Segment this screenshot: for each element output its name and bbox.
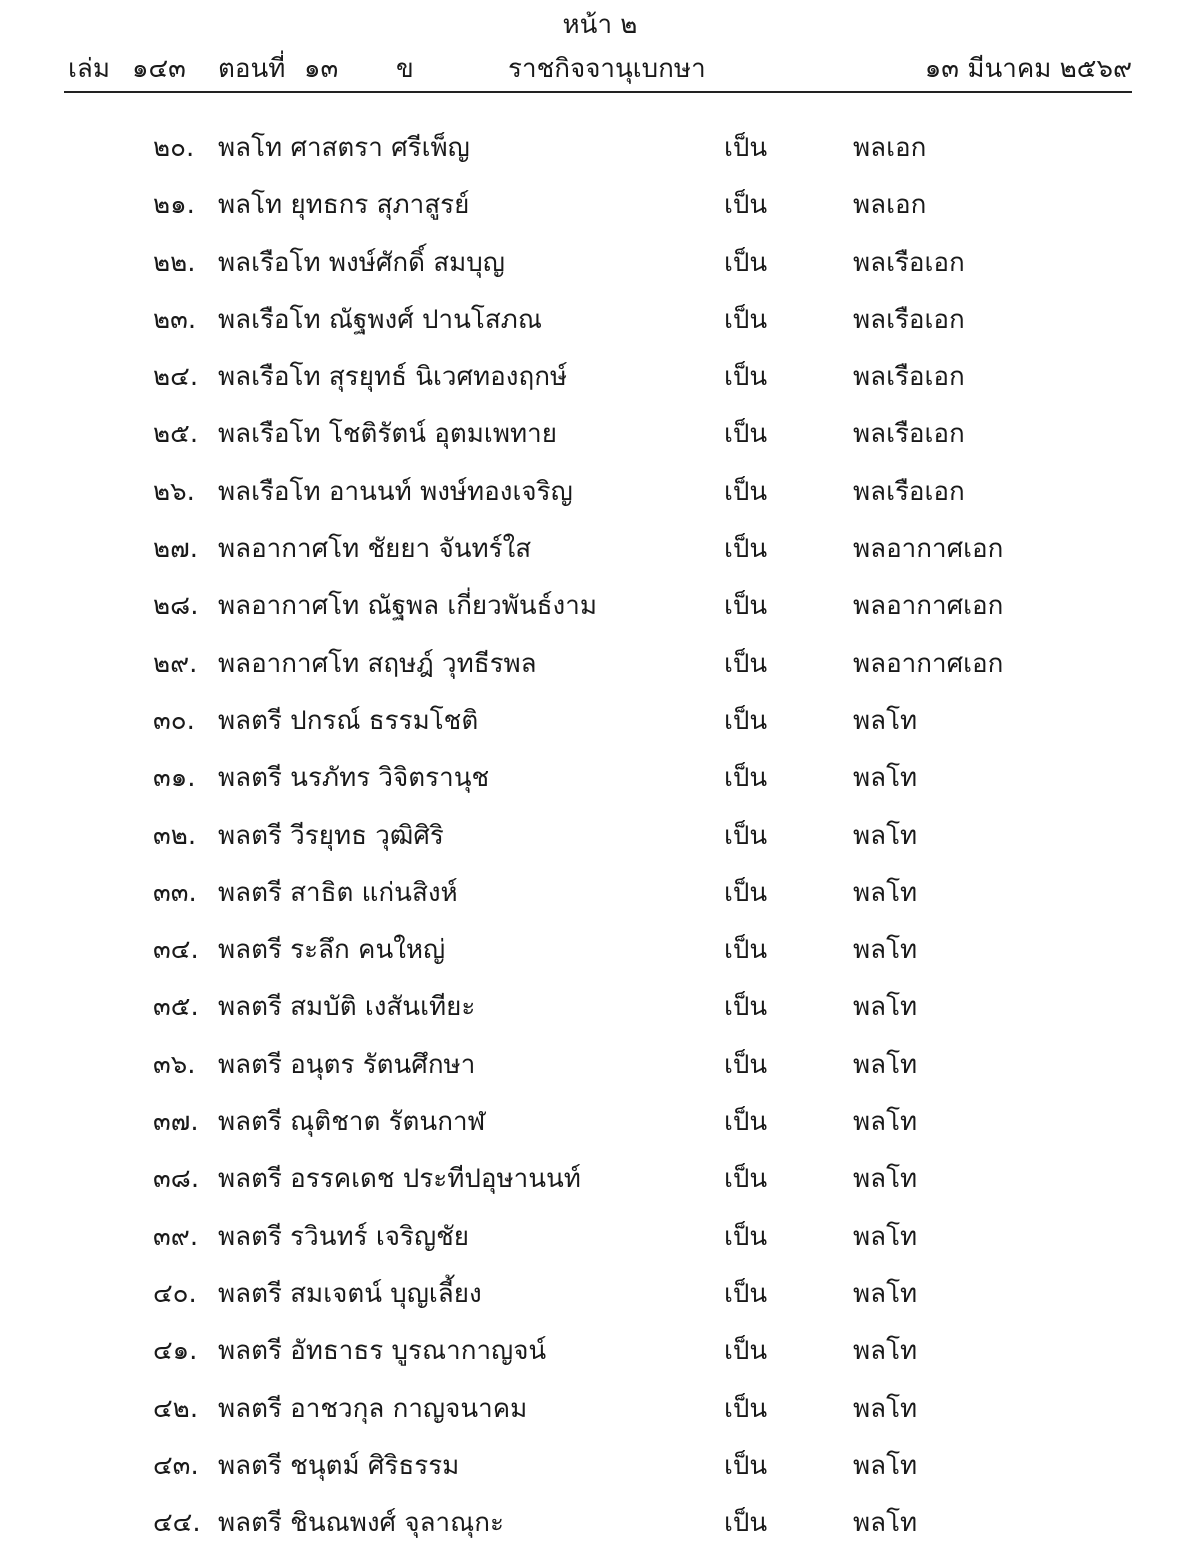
officer-name: พลตรี สมเจตน์ บุญเลี้ยง bbox=[218, 1278, 482, 1309]
gazette-name: ราชกิจจานุเบกษา bbox=[508, 54, 706, 84]
promotion-verb: เป็น bbox=[724, 1049, 768, 1080]
list-item bbox=[0, 464, 1200, 521]
officer-name: พลตรี ชนุตม์ ศิริธรรม bbox=[218, 1450, 460, 1481]
list-item bbox=[0, 578, 1200, 635]
new-rank: พลโท bbox=[853, 1450, 918, 1481]
entry-number: ๒๖. bbox=[153, 476, 195, 507]
list-item bbox=[0, 1037, 1200, 1094]
promotion-verb: เป็น bbox=[724, 820, 768, 851]
promotion-verb: เป็น bbox=[724, 304, 768, 335]
list-item bbox=[0, 979, 1200, 1036]
entry-number: ๓๓. bbox=[153, 877, 197, 908]
officer-name: พลตรี ชินณพงศ์ จุลาณุกะ bbox=[218, 1508, 504, 1539]
officer-name: พลเรือโท ณัฐพงศ์ ปานโสภณ bbox=[218, 304, 542, 335]
list-item bbox=[0, 865, 1200, 922]
entry-number: ๒๔. bbox=[153, 362, 199, 393]
officer-name: พลอากาศโท ณัฐพล เกี่ยวพันธ์งาม bbox=[218, 591, 597, 622]
list-item bbox=[0, 1438, 1200, 1495]
officer-name: พลตรี วีรยุทธ วุฒิศิริ bbox=[218, 820, 444, 851]
new-rank: พลโท bbox=[853, 1049, 918, 1080]
promotion-verb: เป็น bbox=[724, 648, 768, 679]
header-divider bbox=[64, 91, 1132, 93]
promotion-verb: เป็น bbox=[724, 133, 768, 163]
promotion-verb: เป็น bbox=[724, 992, 768, 1023]
promotion-verb: เป็น bbox=[724, 1221, 768, 1252]
promotion-verb: เป็น bbox=[724, 534, 768, 565]
entry-number: ๒๗. bbox=[153, 534, 198, 565]
officer-name: พลตรี ปกรณ์ ธรรมโชติ bbox=[218, 705, 479, 736]
promotion-verb: เป็น bbox=[724, 705, 768, 736]
volume-label: เล่ม bbox=[68, 54, 110, 84]
entry-number: ๓๙. bbox=[153, 1221, 199, 1252]
promotion-verb: เป็น bbox=[724, 1278, 768, 1309]
officer-name: พลโท ยุทธกร สุภาสูรย์ bbox=[218, 190, 470, 221]
officer-name: พลอากาศโท ชัยยา จันทร์ใส bbox=[218, 534, 532, 565]
promotion-verb: เป็น bbox=[724, 247, 768, 278]
entry-number: ๒๕. bbox=[153, 419, 199, 450]
promotion-verb: เป็น bbox=[724, 362, 768, 393]
new-rank: พลโท bbox=[853, 1221, 918, 1252]
volume-number: ๑๔๓ bbox=[132, 54, 186, 84]
entry-number: ๒๒. bbox=[153, 247, 196, 278]
officer-name: พลตรี อัทธาธร บูรณากาญจน์ bbox=[218, 1336, 547, 1367]
list-item bbox=[0, 1495, 1200, 1552]
list-item bbox=[0, 922, 1200, 979]
officer-name: พลเรือโท พงษ์ศักดิ์ สมบุญ bbox=[218, 247, 505, 278]
entry-number: ๓๗. bbox=[153, 1107, 199, 1138]
entry-number: ๔๒. bbox=[153, 1393, 199, 1424]
promotion-verb: เป็น bbox=[724, 1336, 768, 1367]
list-item bbox=[0, 1209, 1200, 1266]
entry-number: ๓๐. bbox=[153, 705, 195, 736]
entry-number: ๒๑. bbox=[153, 190, 195, 221]
list-item bbox=[0, 1094, 1200, 1151]
new-rank: พลอากาศเอก bbox=[853, 534, 1004, 565]
list-item bbox=[0, 292, 1200, 349]
new-rank: พลโท bbox=[853, 1393, 918, 1424]
entry-number: ๔๓. bbox=[153, 1450, 199, 1481]
issue-label: ตอนที่ bbox=[218, 54, 286, 84]
new-rank: พลเรือเอก bbox=[853, 304, 965, 335]
officer-name: พลอากาศโท สฤษฎ์ วุทธีรพล bbox=[218, 648, 537, 679]
promotion-verb: เป็น bbox=[724, 1393, 768, 1424]
promotion-verb: เป็น bbox=[724, 1107, 768, 1138]
officer-name: พลเรือโท สุรยุทธ์ นิเวศทองฤกษ์ bbox=[218, 362, 568, 393]
list-item bbox=[0, 750, 1200, 807]
entry-number: ๒๐. bbox=[153, 133, 195, 163]
officer-name: พลตรี รวินทร์ เจริญชัย bbox=[218, 1221, 470, 1252]
new-rank: พลโท bbox=[853, 820, 918, 851]
new-rank: พลโท bbox=[853, 705, 918, 736]
list-item bbox=[0, 808, 1200, 865]
entry-number: ๓๑. bbox=[153, 763, 196, 794]
new-rank: พลโท bbox=[853, 1508, 918, 1539]
issue-section: ข bbox=[396, 54, 414, 84]
new-rank: พลโท bbox=[853, 935, 918, 966]
officer-name: พลตรี ระลึก คนใหญ่ bbox=[218, 935, 446, 966]
entry-number: ๓๕. bbox=[153, 992, 199, 1023]
officer-name: พลเรือโท อานนท์ พงษ์ทองเจริญ bbox=[218, 476, 573, 507]
new-rank: พลเอก bbox=[853, 190, 927, 221]
officer-name: พลเรือโท โชติรัตน์ อุตมเพทาย bbox=[218, 419, 557, 450]
new-rank: พลเรือเอก bbox=[853, 247, 965, 278]
promotion-verb: เป็น bbox=[724, 1508, 768, 1539]
entry-number: ๓๘. bbox=[153, 1164, 200, 1195]
entry-number: ๒๙. bbox=[153, 648, 198, 679]
list-item bbox=[0, 177, 1200, 234]
new-rank: พลโท bbox=[853, 877, 918, 908]
promotion-verb: เป็น bbox=[724, 419, 768, 450]
list-item bbox=[0, 693, 1200, 750]
new-rank: พลเรือเอก bbox=[853, 476, 965, 507]
entry-number: ๓๔. bbox=[153, 935, 199, 966]
new-rank: พลเอก bbox=[853, 133, 927, 163]
gazette-header bbox=[68, 50, 1132, 88]
list-item bbox=[0, 521, 1200, 578]
entry-number: ๓๒. bbox=[153, 820, 197, 851]
new-rank: พลโท bbox=[853, 1336, 918, 1367]
entry-number: ๒๓. bbox=[153, 304, 197, 335]
list-item bbox=[0, 1266, 1200, 1323]
list-item bbox=[0, 636, 1200, 693]
promotion-verb: เป็น bbox=[724, 591, 768, 622]
new-rank: พลอากาศเอก bbox=[853, 591, 1004, 622]
issue-number: ๑๓ bbox=[304, 54, 339, 84]
new-rank: พลโท bbox=[853, 763, 918, 794]
new-rank: พลโท bbox=[853, 1164, 918, 1195]
officer-name: พลตรี นรภัทร วิจิตรานุช bbox=[218, 763, 490, 794]
new-rank: พลอากาศเอก bbox=[853, 648, 1004, 679]
page-number: หน้า ๒ bbox=[562, 10, 638, 40]
officer-name: พลตรี สาธิต แก่นสิงห์ bbox=[218, 877, 458, 908]
entry-number: ๔๔. bbox=[153, 1508, 201, 1539]
list-item bbox=[0, 120, 1200, 177]
list-item bbox=[0, 1381, 1200, 1438]
entry-number: ๒๘. bbox=[153, 591, 199, 622]
list-item bbox=[0, 406, 1200, 463]
officer-name: พลโท ศาสตรา ศรีเพ็ญ bbox=[218, 133, 470, 163]
entry-number: ๔๐. bbox=[153, 1278, 197, 1309]
officer-name: พลตรี อาชวกุล กาญจนาคม bbox=[218, 1393, 528, 1424]
list-item bbox=[0, 349, 1200, 406]
promotion-verb: เป็น bbox=[724, 935, 768, 966]
list-item bbox=[0, 1151, 1200, 1208]
officer-name: พลตรี อรรคเดช ประทีปอุษานนท์ bbox=[218, 1164, 581, 1195]
promotion-verb: เป็น bbox=[724, 476, 768, 507]
officer-name: พลตรี อนุตร รัตนศึกษา bbox=[218, 1049, 476, 1080]
officer-name: พลตรี สมบัติ เงสันเทียะ bbox=[218, 992, 476, 1023]
promotion-list bbox=[0, 120, 1200, 1552]
new-rank: พลโท bbox=[853, 1278, 918, 1309]
promotion-verb: เป็น bbox=[724, 1164, 768, 1195]
entry-number: ๔๑. bbox=[153, 1336, 198, 1367]
publication-date: ๑๓ มีนาคม ๒๕๖๙ bbox=[924, 54, 1132, 84]
promotion-verb: เป็น bbox=[724, 763, 768, 794]
entry-number: ๓๖. bbox=[153, 1049, 196, 1080]
promotion-verb: เป็น bbox=[724, 877, 768, 908]
new-rank: พลโท bbox=[853, 992, 918, 1023]
promotion-verb: เป็น bbox=[724, 1450, 768, 1481]
list-item bbox=[0, 235, 1200, 292]
promotion-verb: เป็น bbox=[724, 190, 768, 221]
new-rank: พลเรือเอก bbox=[853, 419, 965, 450]
new-rank: พลโท bbox=[853, 1107, 918, 1138]
new-rank: พลเรือเอก bbox=[853, 362, 965, 393]
officer-name: พลตรี ณุติชาต รัตนกาฬ bbox=[218, 1107, 486, 1138]
list-item bbox=[0, 1323, 1200, 1380]
